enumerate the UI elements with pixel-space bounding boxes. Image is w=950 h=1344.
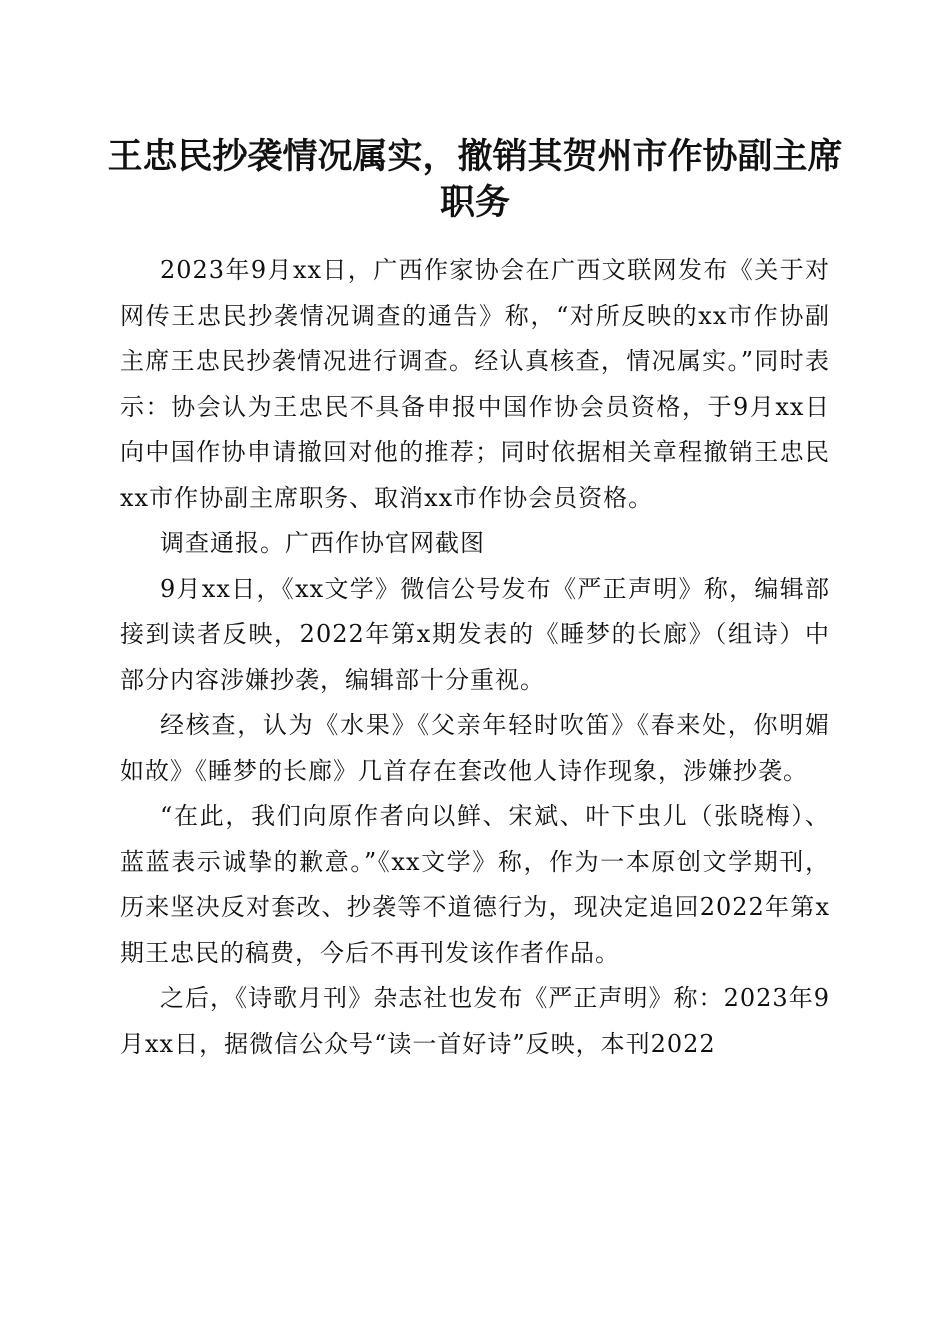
paragraph: 2023年9月xx日，广西作家协会在广西文联网发布《关于对网传王忠民抄袭情况调查的通告》称，“对所反映的xx市作协副主席王忠民抄袭情况进行调查。经认真核查，情况属实。”同时表示：协会认为王忠民不具备申报中国作协会员资格，于9月xx日向中国作协申请撤回对他的推荐；同时依据相关章程撤销王忠民xx市作协副主席职务、取消xx市作协会员资格。 [120, 256, 830, 512]
document-title: 王忠民抄袭情况属实，撤销其贺州市作协副主席职务 [107, 136, 843, 223]
paragraph: “在此，我们向原作者向以鲜、宋斌、叶下虫儿（张晓梅）、蓝蓝表示诚挚的歉意。”《xx文学》称，作为一本原创文学期刊，历来坚决反对套改、抄袭等不道德行为，现决定追回2022年第x期王忠民的稿费，今后不再刊发该作者作品。 [120, 802, 830, 967]
paragraph: 之后，《诗歌月刊》杂志社也发布《严正声明》称：2023年9月xx日，据微信公众号“读一首好诗”反映，本刊2022 [120, 984, 830, 1058]
paragraph: 经核查，认为《水果》《父亲年轻时吹笛》《春来处，你明媚如故》《睡梦的长廊》几首存在套改他人诗作现象，涉嫌抄袭。 [120, 711, 830, 785]
paragraph: 调查通报。广西作协官网截图 [160, 529, 485, 557]
paragraph: 9月xx日，《xx文学》微信公号发布《严正声明》称，编辑部接到读者反映，2022年第x期发表的《睡梦的长廊》（组诗）中部分内容涉嫌抄袭，编辑部十分重视。 [120, 574, 830, 694]
document-body [120, 248, 830, 1067]
